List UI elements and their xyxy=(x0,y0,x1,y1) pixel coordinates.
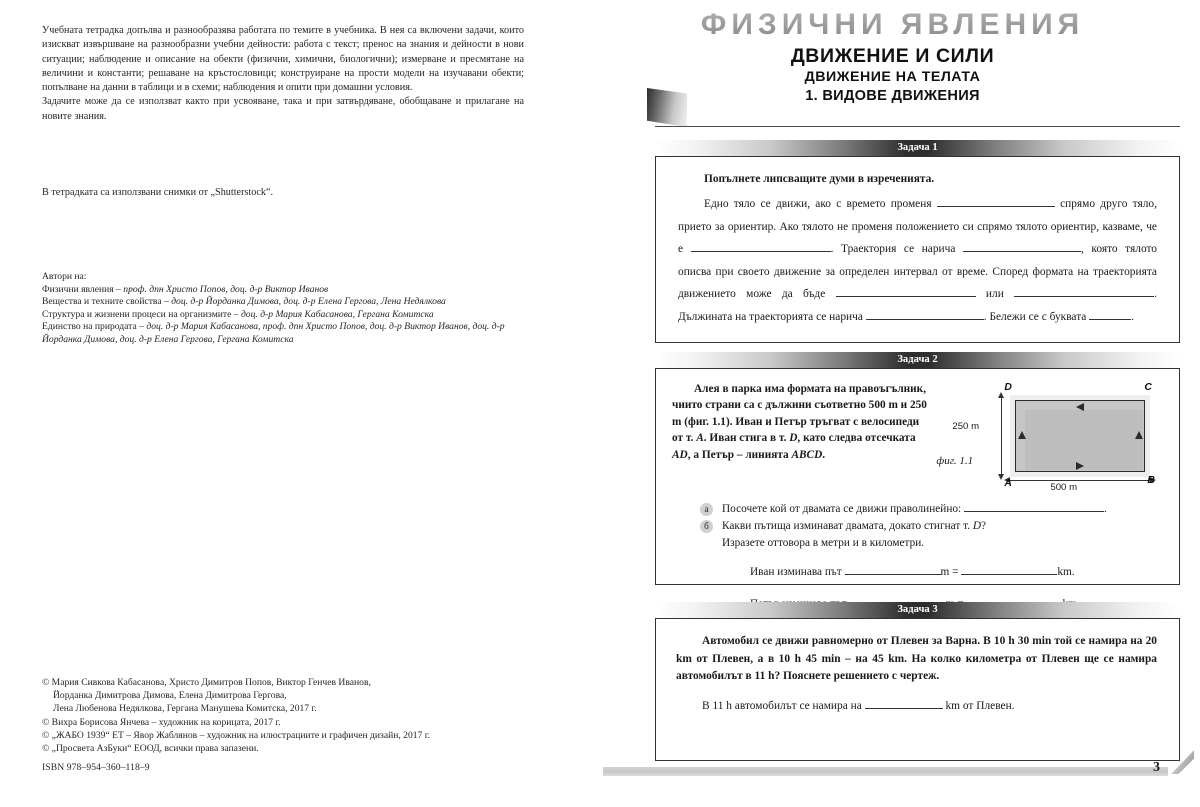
task-2-answer-ivan-label: Иван изминава път xyxy=(750,566,842,578)
task-3-problem-text: Автомобил се движи равномерно от Плевен за Варна. В 10 h 30 min той се намира на 20 km от Плевен, а в 10 h 45 min – на 45 km. На колко километра от Плевен ще се намира автомобилът в 11 h? Пояснете решението с чертеж. xyxy=(676,635,1157,683)
task-2-text-part: , като следва отсечката xyxy=(797,432,916,445)
task-1-segment: , която тялото описва при своето движение за определен интервал от време. Според формата на траекторията движението може да бъде xyxy=(678,243,1158,301)
task-2-item-a-text xyxy=(722,501,1107,518)
intro-paragraph-2: Задачите може да се използват както при усвояване, така и при затвърдяване, обобщаване и прилагане на новите знания. xyxy=(42,96,524,122)
task-2-unit-km: km. xyxy=(1057,566,1075,578)
task-2-header-bar xyxy=(655,352,1180,368)
author-line: Единство на природата – доц. д-р Мария Кабасанова, проф. дпн Христо Попов, доц. д-р Виктор Иванов, доц. д-р Йорданка Димова, доц. д-р Елена Гергова, Гергана Комитска xyxy=(42,321,505,345)
author-section-title: Физични явления xyxy=(42,283,114,295)
copyright-block xyxy=(42,676,562,755)
task-2-item-a-period: . xyxy=(1103,503,1107,515)
copyright-line: © „ЖАБО 1939“ ЕТ – Явор Жаблянов – художник на илюстрациите и графичен дизайн, 2017 г. xyxy=(42,729,430,741)
figure-caption: фиг. 1.1 xyxy=(936,455,974,467)
task-2-unit-m: m = xyxy=(940,566,959,578)
task-1-blank-5[interactable] xyxy=(1014,296,1154,297)
author-line: Вещества и техните свойства – доц. д-р Йорданка Димова, доц. д-р Елена Гергова, Лена Недялкова xyxy=(42,296,446,308)
figure-arrow-up-left-icon xyxy=(1018,431,1026,439)
task-2-body xyxy=(655,368,1180,585)
figure-horizontal-dimension-arrow xyxy=(1010,480,1150,481)
authors-heading: Автори на: xyxy=(42,271,87,282)
task-3-header-bar xyxy=(655,602,1180,618)
page-number: 3 xyxy=(1153,760,1160,775)
task-1-segment: Едно тяло се движи, ако с времето променя xyxy=(704,198,932,210)
task-1-instruction: Попълнете липсващите думи в изреченията. xyxy=(704,173,935,185)
unit-title: ФИЗИЧНИ ЯВЛЕНИЯ xyxy=(585,8,1200,42)
right-page xyxy=(585,0,1200,807)
task-2-text-part: . xyxy=(822,448,826,461)
author-names: доц. д-р Мария Кабасанова, Гергана Комитска xyxy=(240,308,434,320)
figure-arrow-left-icon xyxy=(1076,403,1084,411)
task-1-segment: спрямо друго тяло, прието за ориентир. Ако тялото не променя положението си спрямо тялото ориентир, казваме, че е xyxy=(678,198,1157,256)
figure-arrow-right-icon xyxy=(1076,462,1084,470)
task-2-text-part: Алея в парка има формата на правоъгълник, чиито страни са с дължини съответно 500 m и 250 m (фиг. 1.1). Иван и Петър тръгват с велосипеди от т. xyxy=(672,383,927,445)
task-1-body xyxy=(655,156,1180,343)
copyright-line: © „Просвета АзБуки“ ЕООД, всички права запазени. xyxy=(42,743,259,755)
task-1-blank-3[interactable] xyxy=(963,251,1081,252)
task-3-label: Задача 3 xyxy=(897,604,938,615)
figure-label-c: C xyxy=(1144,382,1152,393)
task-2-bullet-a: а xyxy=(700,503,713,516)
task-2-item-b-line-2: Изразете оттовора в метри и в километри. xyxy=(722,537,925,549)
figure-alley-path xyxy=(1015,400,1145,472)
task-2-point-a: A xyxy=(696,432,704,445)
chapter-title: ДВИЖЕНИЕ И СИЛИ xyxy=(790,45,995,67)
task-2-item-b-part: ? xyxy=(981,520,987,532)
figure-label-b: B xyxy=(1147,475,1155,486)
copyright-line: Йорданка Димитрова Димова, Елена Димитрова Гергова, xyxy=(53,690,287,702)
task-2-problem-text xyxy=(672,381,932,491)
task-2-top-row xyxy=(672,381,1165,491)
intro-paragraph-1: Учебната тетрадка допълва и разнообразява работата по темите в учебника. В нея са включени задачи, които изискват извършване на разнообразни учебни дейности: работа с текст; пренос на знания и дейности в нови ситуации; наблюдение и описание на обекти (физични, химични, биологични); измерване и пресмятане на величини и константи; решаване на кръстословици; конструиране на прости модели на изучавани обекти; попълване на данни в таблици и в схеми; наблюдения и опити при домашни условия. xyxy=(42,25,524,94)
task-1-header-bar xyxy=(655,140,1180,156)
task-2-path-abcd: ABCD xyxy=(791,448,823,461)
page-header xyxy=(585,8,1200,106)
task-3-answer-line xyxy=(676,700,1157,712)
figure-label-d: D xyxy=(1004,382,1012,393)
task-1-blank-2[interactable] xyxy=(691,251,831,252)
task-1-label: Задача 1 xyxy=(897,142,938,153)
photo-credit-note: В тетрадката са използвани снимки от „Shutterstock“. xyxy=(42,187,274,198)
figure-horizontal-dimension-label: 500 m xyxy=(1050,482,1078,493)
figure-vertical-dimension-label: 250 m xyxy=(952,421,980,432)
task-2-item-b-point-d: D xyxy=(972,520,982,532)
task-1-blank-6[interactable] xyxy=(866,319,984,320)
task-2-item-b-part: Какви пътища изминават двамата, докато стигнат т. xyxy=(722,520,973,532)
figure-arrow-up-right-icon xyxy=(1135,431,1143,439)
task-2-subquestions xyxy=(672,501,1165,616)
task-2-blank-a[interactable] xyxy=(964,511,1104,512)
task-2-item-b xyxy=(700,518,1165,552)
task-2-item-a-question: Посочете кой от двамата се движи праволинейно: xyxy=(722,503,962,515)
task-3 xyxy=(655,602,1180,761)
task-2 xyxy=(655,352,1180,585)
header-fold-decoration-icon xyxy=(647,88,687,127)
task-3-answer-prefix: В 11 h автомобилът се намира на xyxy=(702,699,862,712)
copyright-line: © Мария Сивкова Кабасанова, Христо Димитров Попов, Виктор Генчев Иванов, xyxy=(42,677,371,688)
task-2-answer-ivan xyxy=(700,560,1165,584)
figure-label-a: A xyxy=(1004,478,1012,489)
author-section-title: Структура и жизнени процеси на организмите xyxy=(42,308,232,320)
task-3-body xyxy=(655,618,1180,761)
lesson-title: 1. ВИДОВЕ ДВИЖЕНИЯ xyxy=(805,88,980,104)
figure-park-area xyxy=(1010,395,1150,477)
figure-1-1 xyxy=(938,381,1165,491)
author-names: проф. дпн Христо Попов, доц. д-р Виктор Иванов xyxy=(123,283,329,295)
task-2-blank-ivan-m[interactable] xyxy=(845,574,941,575)
copyright-line: Лена Любенова Недялкова, Гергана Манушева Комитска, 2017 г. xyxy=(53,703,317,715)
task-2-text-part: . Иван стига в т. xyxy=(703,432,790,445)
task-2-segment-ad: AD xyxy=(672,448,688,461)
task-1-fill-in-text xyxy=(678,193,1157,329)
copyright-line: © Вихра Борисова Янчева – художник на корицата, 2017 г. xyxy=(42,716,281,728)
task-1-blank-7[interactable] xyxy=(1089,319,1131,320)
left-page xyxy=(0,0,585,807)
author-names: доц. д-р Мария Кабасанова, проф. дпн Христо Попов, доц. д-р Виктор Иванов, доц. д-р Йорданка Димова, доц. д-р Елена Гергова, Гергана Комитска xyxy=(42,321,505,345)
task-3-blank[interactable] xyxy=(865,708,943,709)
task-1-segment: . Бележи се с буквата xyxy=(983,310,1087,323)
author-section-title: Вещества и техните свойства xyxy=(42,296,162,308)
task-1-segment: . xyxy=(1131,310,1135,323)
task-2-item-b-text xyxy=(722,518,986,552)
footer-decoration-bar xyxy=(603,767,1168,776)
intro-text-block xyxy=(42,24,524,124)
task-3-answer-suffix: km от Плевен. xyxy=(945,699,1015,712)
task-1 xyxy=(655,140,1180,343)
figure-inner-lawn xyxy=(1025,410,1143,470)
isbn-line: ISBN 978–954–360–118–9 xyxy=(42,762,150,773)
task-1-segment: или xyxy=(985,288,1004,301)
task-2-text-part: , а Петър – линията xyxy=(687,448,792,461)
author-names: доц. д-р Йорданка Димова, доц. д-р Елена Гергова, Лена Недялкова xyxy=(171,296,446,308)
author-line: Структура и жизнени процеси на организмите – доц. д-р Мария Кабасанова, Гергана Комитска xyxy=(42,308,434,320)
authors-block xyxy=(42,271,542,347)
task-1-blank-1[interactable] xyxy=(937,206,1055,207)
author-section-title: Единство на природата xyxy=(42,321,137,333)
task-2-item-b-line-1 xyxy=(722,518,986,535)
task-1-segment: . Траектория се нарича xyxy=(830,243,956,256)
task-2-item-a xyxy=(700,501,1165,518)
author-line: Физични явления – проф. дпн Христо Попов, доц. д-р Виктор Иванов xyxy=(42,283,329,295)
task-2-point-d: D xyxy=(789,432,798,445)
task-1-blank-4[interactable] xyxy=(836,296,976,297)
task-2-bullet-b: б xyxy=(700,520,713,533)
header-divider xyxy=(655,126,1180,127)
section-title: ДВИЖЕНИЕ НА ТЕЛАТА xyxy=(804,69,981,85)
task-1-segment: . Дължината на траекторията се нарича xyxy=(678,288,1157,323)
task-2-blank-ivan-km[interactable] xyxy=(961,574,1057,575)
task-2-label: Задача 2 xyxy=(897,354,938,365)
figure-vertical-dimension-arrow xyxy=(1001,398,1002,474)
